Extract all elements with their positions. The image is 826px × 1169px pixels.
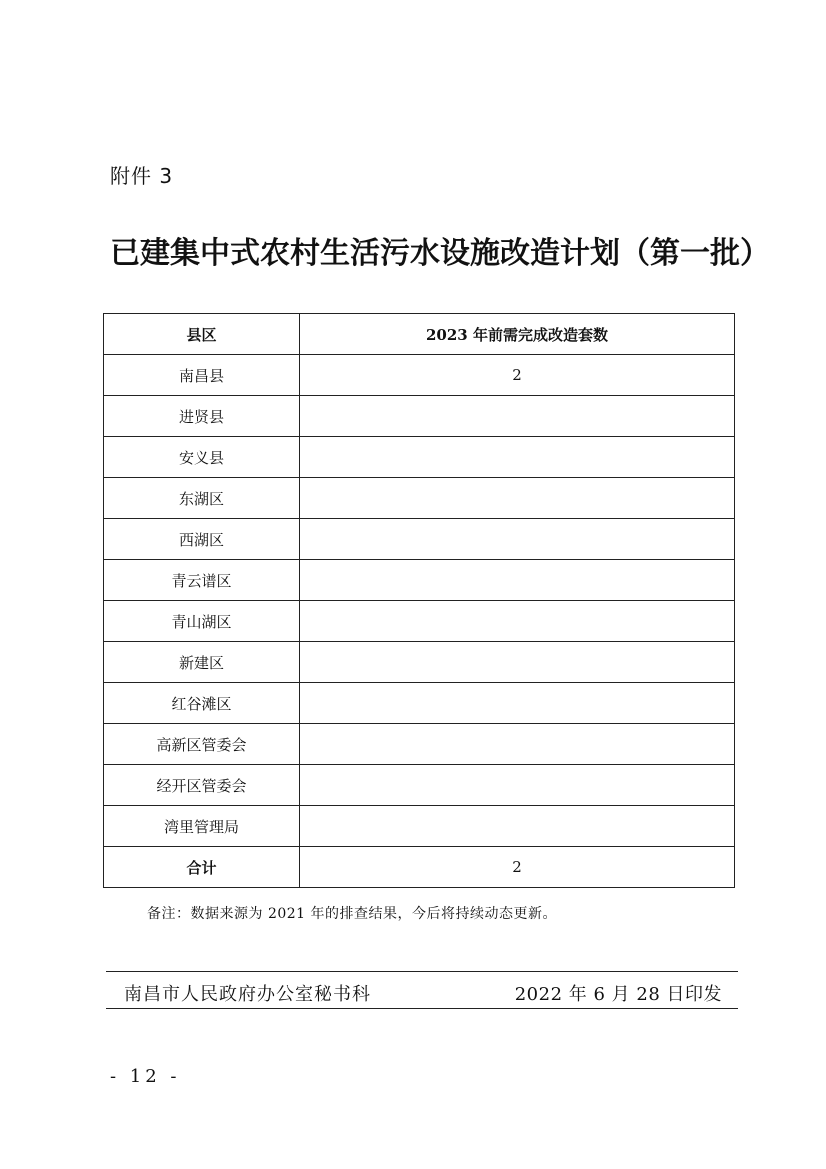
count-cell: 2: [300, 355, 735, 396]
count-cell: [300, 519, 735, 560]
table-row: [104, 519, 735, 560]
table-note: 备注：数据来源为 2021 年的排查结果，今后将持续动态更新。: [147, 906, 558, 922]
table-row: [104, 601, 735, 642]
count-cell: [300, 683, 735, 724]
county-cell: 湾里管理局: [104, 806, 300, 847]
county-cell: 安义县: [104, 437, 300, 478]
county-cell: 新建区: [104, 642, 300, 683]
count-cell: [300, 806, 735, 847]
footer-top-rule: [106, 971, 738, 972]
issuer-name: 南昌市人民政府办公室秘书科: [124, 984, 371, 1005]
total-label-cell: 合计: [104, 847, 300, 888]
document-title: 已建集中式农村生活污水设施改造计划（第一批）: [110, 236, 770, 271]
table-row: [104, 806, 735, 847]
attachment-label: 附件 3: [110, 164, 174, 188]
total-row: [104, 847, 735, 888]
table-row: [104, 478, 735, 519]
count-cell: [300, 396, 735, 437]
issue-date: 2022 年 6 月 28 日印发: [514, 984, 722, 1005]
county-cell: 青云谱区: [104, 560, 300, 601]
count-cell: [300, 765, 735, 806]
county-cell: 青山湖区: [104, 601, 300, 642]
county-cell: 东湖区: [104, 478, 300, 519]
count-cell: [300, 642, 735, 683]
table-row: [104, 683, 735, 724]
count-cell: [300, 560, 735, 601]
table-row: [104, 642, 735, 683]
page-number: - 12 -: [110, 1066, 181, 1087]
county-cell: 高新区管委会: [104, 724, 300, 765]
table-row: [104, 396, 735, 437]
table-row: [104, 355, 735, 396]
county-cell: 南昌县: [104, 355, 300, 396]
count-cell: [300, 724, 735, 765]
county-cell: 经开区管委会: [104, 765, 300, 806]
total-value-cell: 2: [300, 847, 735, 888]
table-row: [104, 437, 735, 478]
renovation-plan-table: [103, 313, 735, 888]
county-cell: 进贤县: [104, 396, 300, 437]
count-cell: [300, 478, 735, 519]
table-row: [104, 724, 735, 765]
county-cell: 红谷滩区: [104, 683, 300, 724]
table-row: [104, 560, 735, 601]
table-header-row: [104, 314, 735, 355]
county-cell: 西湖区: [104, 519, 300, 560]
count-cell: [300, 601, 735, 642]
header-count: 2023 年前需完成改造套数: [300, 314, 735, 355]
table-row: [104, 765, 735, 806]
header-county: 县区: [104, 314, 300, 355]
footer-bottom-rule: [106, 1008, 738, 1009]
count-cell: [300, 437, 735, 478]
